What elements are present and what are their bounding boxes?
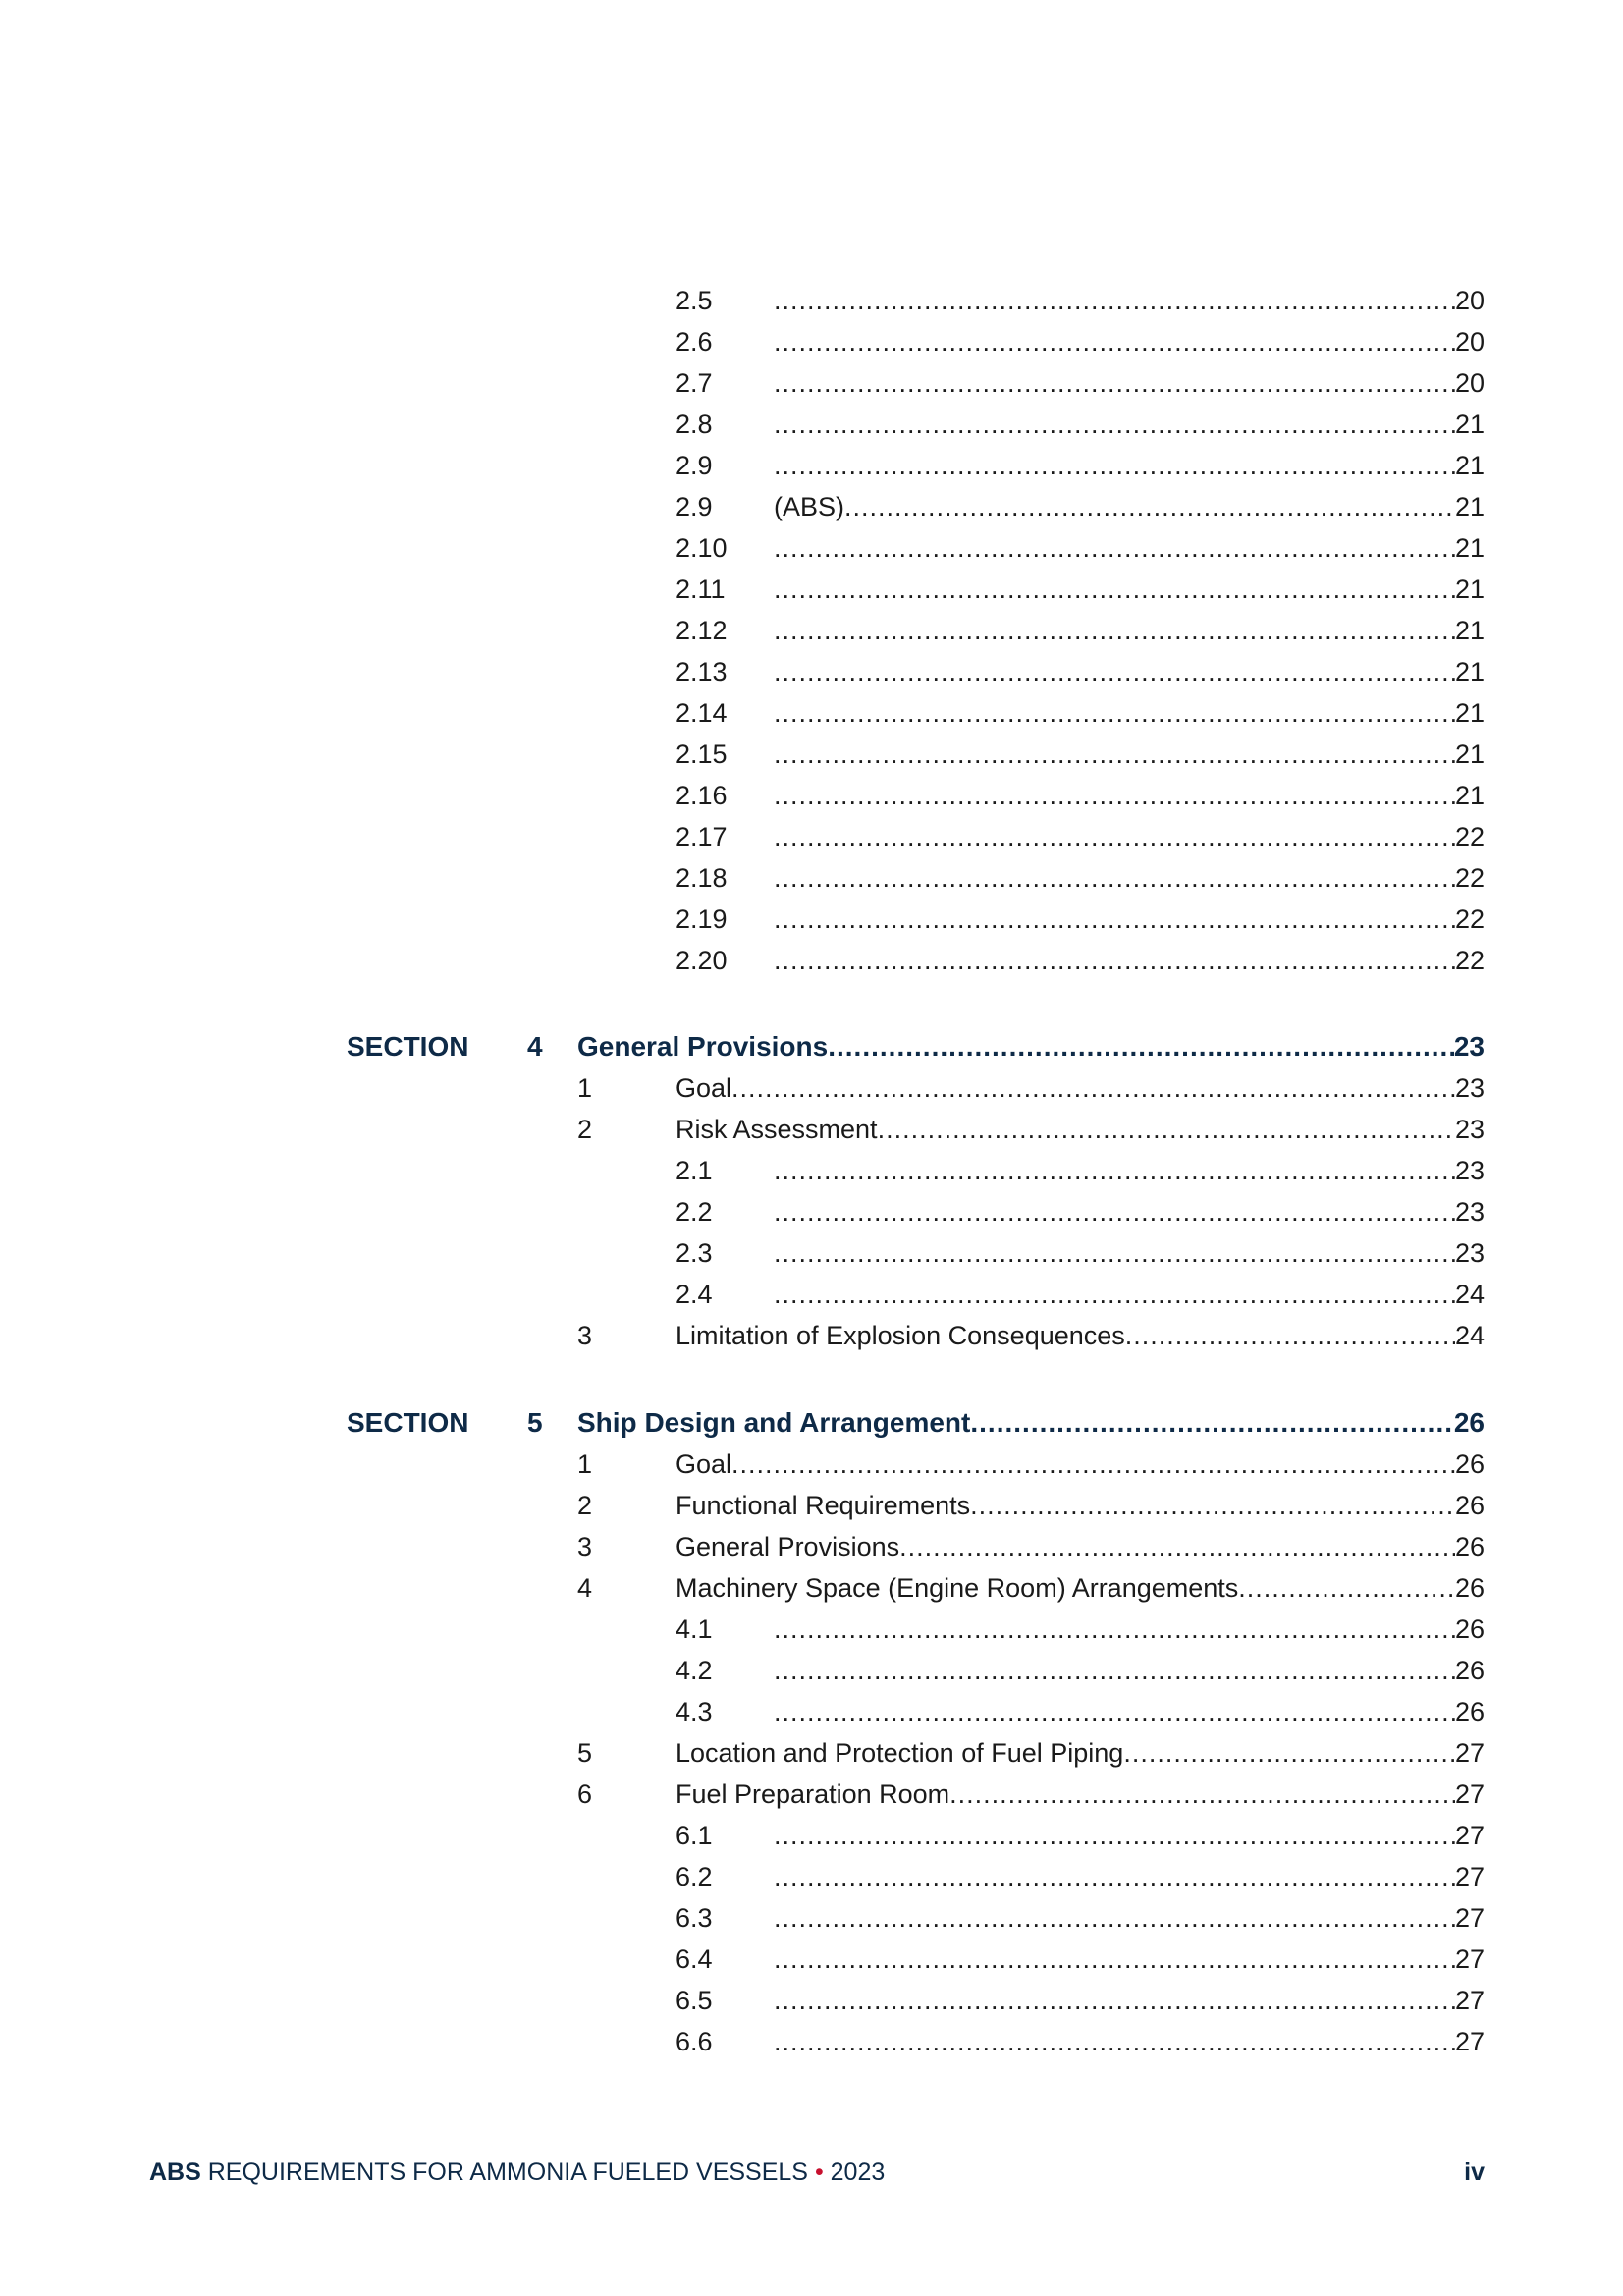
entry-leader (774, 816, 1485, 857)
leader-dots (774, 445, 1455, 486)
leader-dots (774, 1980, 1455, 2021)
entry-leader (774, 1191, 1485, 1232)
entry-leader (774, 940, 1485, 981)
leader-dots (774, 651, 1455, 692)
entry-number: 2.1 (676, 1156, 713, 1185)
entry-page: 26 (1453, 1407, 1485, 1438)
entry-page: 27 (1454, 1821, 1485, 1850)
leader-dots (774, 940, 1455, 981)
entry-number: 2.9 (676, 451, 713, 480)
entry-page: 27 (1454, 1738, 1485, 1768)
entry-page: 24 (1454, 1321, 1485, 1350)
toc-subentry (0, 940, 1623, 981)
entry-number: 6.4 (676, 1944, 713, 1974)
entry-leader (774, 1150, 1485, 1191)
leader-dots (774, 899, 1455, 940)
entry-number: 5 (527, 1407, 543, 1438)
toc-subentry (0, 362, 1623, 404)
entry-title: General Provisions (676, 1532, 900, 1561)
leader-dots (774, 1191, 1455, 1232)
footer-bullet: • (814, 2159, 824, 2186)
toc-subentry (0, 1150, 1623, 1191)
entry-leader (774, 1815, 1485, 1856)
entry-leader (774, 651, 1485, 692)
entry-leader (774, 445, 1485, 486)
page-footer (149, 2153, 1485, 2192)
entry-number: 3 (577, 1532, 593, 1561)
entry-title: Risk Assessment (676, 1115, 878, 1144)
entry-number: 2.20 (676, 946, 728, 975)
leader-dots (774, 569, 1455, 610)
entry-page: 26 (1454, 1656, 1485, 1685)
entry-page: 23 (1454, 1073, 1485, 1103)
entry-number: 2.16 (676, 781, 728, 810)
leader-dots (878, 1109, 1455, 1150)
toc-subentry (0, 1856, 1623, 1897)
entry-number: 4 (527, 1031, 543, 1062)
leader-dots (774, 1815, 1455, 1856)
entry-number: 3 (577, 1321, 593, 1350)
entry-page: 23 (1454, 1197, 1485, 1227)
leader-dots (774, 1897, 1455, 1939)
entry-page: 26 (1454, 1697, 1485, 1726)
entry-number: 2.19 (676, 904, 728, 934)
entry-number: 2.14 (676, 698, 728, 728)
entry-number: 2.5 (676, 286, 713, 315)
leader-dots (774, 1150, 1455, 1191)
toc-subentry (0, 321, 1623, 362)
toc-subentry (0, 486, 1623, 527)
toc-entry (0, 1732, 1623, 1774)
leader-dots (774, 1939, 1455, 1980)
entry-number: 6.2 (676, 1862, 713, 1891)
entry-page: 27 (1454, 1986, 1485, 2015)
entry-leader (774, 692, 1485, 734)
toc-entry (0, 1567, 1623, 1609)
entry-leader (774, 362, 1485, 404)
entry-leader (774, 1609, 1485, 1650)
entry-number: 2.18 (676, 863, 728, 893)
entry-leader (774, 569, 1485, 610)
leader-dots (774, 1691, 1455, 1732)
toc-subentry (0, 1815, 1623, 1856)
entry-page: 22 (1454, 946, 1485, 975)
footer-year: 2023 (830, 2159, 886, 2186)
leader-dots (1125, 1315, 1455, 1356)
entry-title: Goal (676, 1073, 732, 1103)
entry-number: 2.17 (676, 822, 728, 851)
entry-leader (676, 1485, 1485, 1526)
entry-page: 20 (1454, 327, 1485, 356)
entry-number: 2.6 (676, 327, 713, 356)
entry-page: 27 (1454, 1903, 1485, 1933)
toc-entry (0, 1485, 1623, 1526)
toc-subentry (0, 775, 1623, 816)
entry-page: 20 (1454, 286, 1485, 315)
entry-page: 23 (1454, 1115, 1485, 1144)
entry-number: 5 (577, 1738, 593, 1768)
leader-dots (774, 1856, 1455, 1897)
entry-number: 2 (577, 1491, 593, 1520)
entry-number: 2 (577, 1115, 593, 1144)
entry-leader (676, 1526, 1485, 1567)
entry-leader (774, 1939, 1485, 1980)
leader-dots (774, 1609, 1455, 1650)
leader-dots (970, 1402, 1453, 1444)
leader-dots (899, 1526, 1455, 1567)
toc-entry (0, 1774, 1623, 1815)
entry-number: 4.3 (676, 1697, 713, 1726)
entry-number: 4 (577, 1573, 593, 1603)
toc-subentry (0, 816, 1623, 857)
entry-leader (774, 404, 1485, 445)
entry-page: 23 (1453, 1031, 1485, 1062)
entry-leader (774, 486, 1485, 527)
toc-entry (0, 1067, 1623, 1109)
entry-leader (676, 1444, 1485, 1485)
toc-subentry (0, 651, 1623, 692)
entry-page: 23 (1454, 1156, 1485, 1185)
entry-number: 1 (577, 1073, 593, 1103)
entry-number: 2.4 (676, 1280, 713, 1309)
entry-number: 6.6 (676, 2027, 713, 2056)
entry-page: 27 (1454, 2027, 1485, 2056)
entry-page: 22 (1454, 863, 1485, 893)
entry-number: 2.2 (676, 1197, 713, 1227)
leader-dots (774, 857, 1455, 899)
entry-leader (774, 1274, 1485, 1315)
leader-dots (774, 321, 1455, 362)
entry-leader (676, 1774, 1485, 1815)
entry-leader (676, 1732, 1485, 1774)
entry-page: 21 (1454, 533, 1485, 563)
toc-subentry (0, 1191, 1623, 1232)
leader-dots (970, 1485, 1455, 1526)
leader-dots (1238, 1567, 1455, 1609)
leader-dots (774, 1274, 1455, 1315)
toc-entry (0, 1109, 1623, 1150)
entry-title: Limitation of Explosion Consequences (676, 1321, 1125, 1350)
toc-subentry (0, 1691, 1623, 1732)
entry-leader (676, 1315, 1485, 1356)
leader-dots (774, 2021, 1455, 2062)
toc-subentry (0, 1232, 1623, 1274)
toc-subentry (0, 610, 1623, 651)
entry-title: Goal (676, 1449, 732, 1479)
entry-title: Location and Protection of Fuel Piping (676, 1738, 1124, 1768)
entry-page: 27 (1454, 1862, 1485, 1891)
entry-page: 23 (1454, 1238, 1485, 1268)
toc-subentry (0, 734, 1623, 775)
entry-number: 2.12 (676, 616, 728, 645)
leader-dots (774, 1232, 1455, 1274)
toc-subentry (0, 1939, 1623, 1980)
footer-title: REQUIREMENTS FOR AMMONIA FUELED VESSELS (207, 2159, 808, 2186)
entry-leader (676, 1067, 1485, 1109)
toc-subentry (0, 527, 1623, 569)
entry-number: 2.7 (676, 368, 713, 398)
toc-subentry (0, 404, 1623, 445)
toc-subentry (0, 857, 1623, 899)
leader-dots (774, 404, 1455, 445)
toc-subentry (0, 1897, 1623, 1939)
leader-dots (774, 610, 1455, 651)
toc-entry (0, 1526, 1623, 1567)
entry-number: 6.5 (676, 1986, 713, 2015)
entry-leader (774, 1980, 1485, 2021)
entry-leader (774, 1691, 1485, 1732)
leader-dots (949, 1774, 1455, 1815)
entry-page: 22 (1454, 822, 1485, 851)
entry-number: 2.10 (676, 533, 728, 563)
entry-page: 21 (1454, 657, 1485, 686)
entry-title: (ABS) (774, 492, 845, 521)
entry-leader (577, 1026, 1485, 1067)
entry-page: 21 (1454, 698, 1485, 728)
entry-page: 26 (1454, 1532, 1485, 1561)
leader-dots (828, 1026, 1454, 1067)
toc-entry (0, 1315, 1623, 1356)
toc-subentry (0, 2021, 1623, 2062)
entry-title: General Provisions (577, 1031, 829, 1062)
entry-leader (774, 734, 1485, 775)
entry-page: 22 (1454, 904, 1485, 934)
entry-title: Ship Design and Arrangement (577, 1407, 971, 1438)
toc-subentry (0, 445, 1623, 486)
entry-page: 21 (1454, 492, 1485, 521)
entry-page: 27 (1454, 1944, 1485, 1974)
entry-number: 2.13 (676, 657, 728, 686)
entry-leader (774, 1232, 1485, 1274)
entry-leader (774, 2021, 1485, 2062)
leader-dots (774, 527, 1455, 569)
entry-page: 20 (1454, 368, 1485, 398)
entry-leader (676, 1109, 1485, 1150)
entry-number: 2.9 (676, 492, 713, 521)
toc-subentry (0, 569, 1623, 610)
section-heading (0, 1026, 1623, 1067)
entry-page: 21 (1454, 410, 1485, 439)
entry-number: 6 (577, 1779, 593, 1809)
leader-dots (774, 775, 1455, 816)
entry-leader (774, 610, 1485, 651)
leader-dots (774, 362, 1455, 404)
leader-dots (774, 734, 1455, 775)
leader-dots (774, 816, 1455, 857)
leader-dots (731, 1444, 1455, 1485)
toc-subentry (0, 1609, 1623, 1650)
entry-leader (676, 1567, 1485, 1609)
entry-number: 4.2 (676, 1656, 713, 1685)
entry-page: 26 (1454, 1614, 1485, 1644)
entry-title: Machinery Space (Engine Room) Arrangements (676, 1573, 1239, 1603)
entry-leader (774, 1650, 1485, 1691)
entry-leader (774, 321, 1485, 362)
footer-page-number: iv (1464, 2159, 1485, 2186)
entry-leader (774, 1856, 1485, 1897)
section-label: SECTION (347, 1407, 469, 1438)
entry-page: 26 (1454, 1573, 1485, 1603)
leader-dots (774, 280, 1455, 321)
entry-leader (774, 1897, 1485, 1939)
entry-number: 6.3 (676, 1903, 713, 1933)
entry-leader (774, 280, 1485, 321)
entry-page: 21 (1454, 616, 1485, 645)
entry-page: 26 (1454, 1491, 1485, 1520)
section-label: SECTION (347, 1031, 469, 1062)
entry-leader (774, 857, 1485, 899)
entry-title: Functional Requirements (676, 1491, 971, 1520)
toc-subentry (0, 692, 1623, 734)
entry-leader (774, 899, 1485, 940)
toc-subentry (0, 1980, 1623, 2021)
entry-number: 2.3 (676, 1238, 713, 1268)
entry-page: 21 (1454, 451, 1485, 480)
toc-subentry (0, 1274, 1623, 1315)
entry-page: 24 (1454, 1280, 1485, 1309)
toc-subentry (0, 1650, 1623, 1691)
leader-dots (844, 486, 1455, 527)
entry-page: 21 (1454, 574, 1485, 604)
entry-page: 21 (1454, 781, 1485, 810)
toc-entry (0, 1444, 1623, 1485)
footer-brand: ABS (149, 2159, 201, 2186)
entry-number: 2.15 (676, 739, 728, 769)
toc-subentry (0, 899, 1623, 940)
entry-number: 4.1 (676, 1614, 713, 1644)
entry-title: Fuel Preparation Room (676, 1779, 950, 1809)
entry-leader (774, 527, 1485, 569)
entry-number: 2.8 (676, 410, 713, 439)
entry-number: 6.1 (676, 1821, 713, 1850)
entry-page: 27 (1454, 1779, 1485, 1809)
entry-leader (774, 775, 1485, 816)
entry-number: 1 (577, 1449, 593, 1479)
leader-dots (731, 1067, 1455, 1109)
entry-leader (577, 1402, 1485, 1444)
toc-subentry (0, 280, 1623, 321)
leader-dots (774, 1650, 1455, 1691)
entry-page: 26 (1454, 1449, 1485, 1479)
section-heading (0, 1402, 1623, 1444)
entry-page: 21 (1454, 739, 1485, 769)
leader-dots (774, 692, 1455, 734)
leader-dots (1123, 1732, 1455, 1774)
entry-number: 2.11 (676, 574, 726, 604)
